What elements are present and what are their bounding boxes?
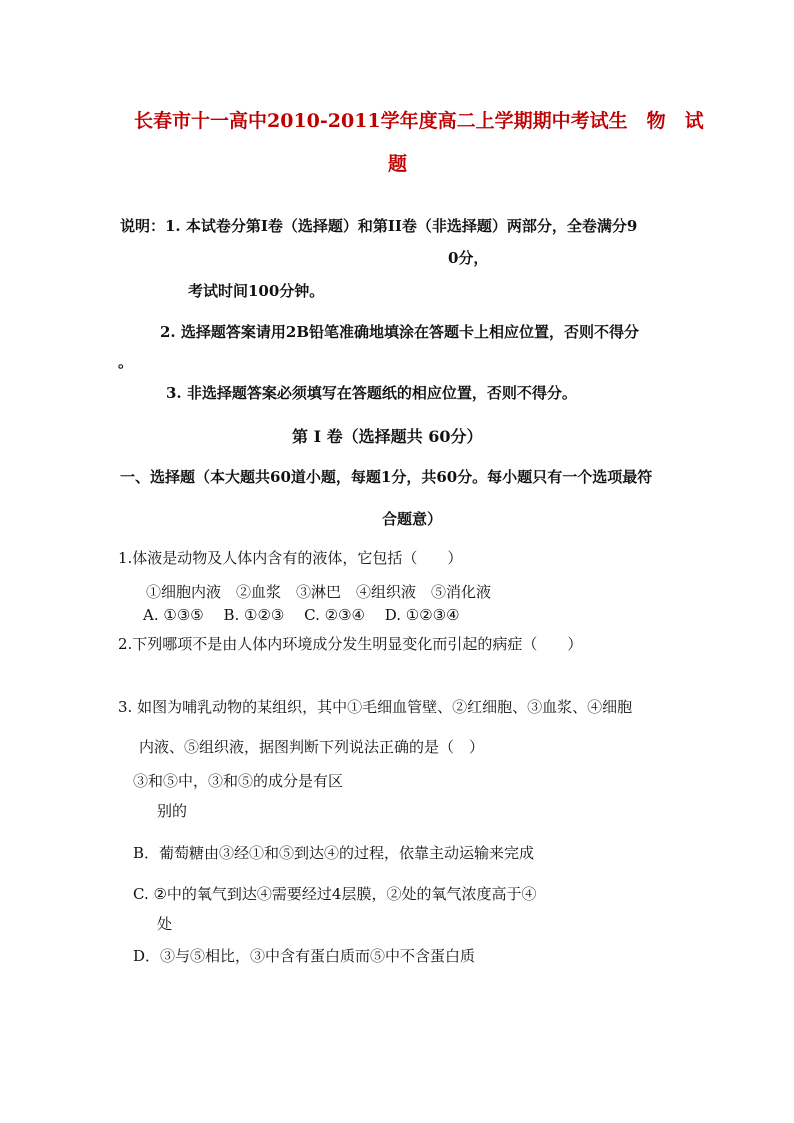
question-1-items: ①细胞内液 ②血浆 ③淋巴 ④组织液 ⑤消化液	[146, 583, 492, 601]
section-intro-line-b: 合题意）	[382, 510, 443, 528]
note-1-line-a: 说明：1. 本试卷分第I卷（选择题）和第II卷（非选择题）两部分，全卷满分9	[120, 217, 638, 235]
note-3: 3. 非选择题答案必须填写在答题纸的相应位置，否则不得分。	[166, 384, 577, 402]
question-1-stem: 1.体液是动物及人体内含有的液体，它包括（ ）	[118, 549, 463, 567]
exam-title-line-2: 题	[388, 153, 408, 175]
question-2-stem: 2.下列哪项不是由人体内环境成分发生明显变化而引起的病症（ ）	[118, 635, 583, 653]
question-3-option-d: D．③与⑤相比，③中含有蛋白质而⑤中不含蛋白质	[133, 947, 476, 965]
question-3-option-c-line-1: C. ②中的氧气到达④需要经过4层膜，②处的氧气浓度高于④	[133, 885, 537, 903]
question-3-option-b: B．葡萄糖由③经①和⑤到达④的过程，依靠主动运输来完成	[133, 844, 535, 862]
note-1-line-c: 考试时间100分钟。	[188, 282, 325, 300]
note-2-line-a: 2. 选择题答案请用2B铅笔准确地填涂在答题卡上相应位置，否则不得分	[160, 323, 639, 341]
section-title: 第 I 卷（选择题共 60分）	[292, 427, 483, 446]
question-1-options: A. ①③⑤ B. ①②③ C. ②③④ D. ①②③④	[143, 606, 460, 624]
note-2-line-b: 。	[118, 353, 134, 371]
question-3-option-c-line-2: 处	[157, 915, 173, 933]
note-1-line-b: 0分，	[448, 249, 489, 267]
section-intro-line-a: 一、选择题（本大题共60道小题，每题1分，共60分。每小题只有一个选项最符	[120, 468, 653, 486]
question-3-option-a-line-2: 别的	[157, 802, 188, 820]
question-3-stem-line-a: 3. 如图为哺乳动物的某组织，其中①毛细血管壁、②红细胞、③血浆、④细胞	[118, 698, 633, 716]
question-3-option-a-line-1: ③和⑤中，③和⑤的成分是有区	[133, 772, 344, 790]
question-3-stem-line-b: 内液、⑤组织液，据图判断下列说法正确的是（ ）	[139, 738, 485, 756]
exam-title-line-1: 长春市十一高中2010-2011学年度高二上学期期中考试生 物 试	[134, 110, 704, 132]
